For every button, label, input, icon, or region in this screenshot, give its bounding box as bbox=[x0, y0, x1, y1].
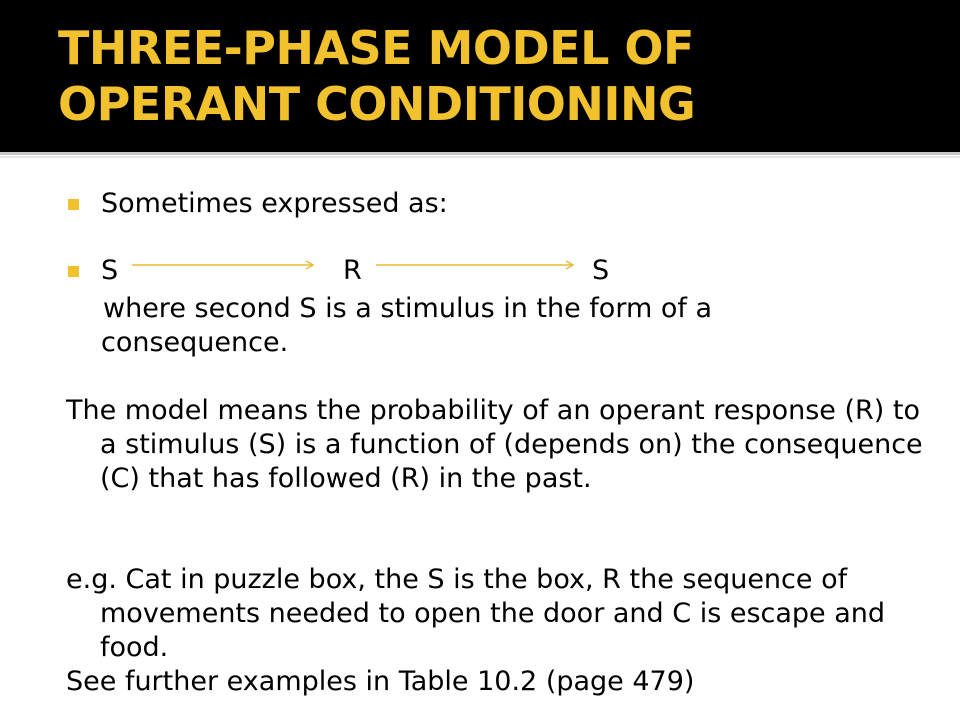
example-paragraph bbox=[66, 563, 926, 665]
bullet-marker bbox=[68, 266, 79, 277]
slide-title-line-1: THREE-PHASE MODEL OF bbox=[58, 21, 694, 75]
model-explanation bbox=[66, 394, 926, 496]
bullet-marker bbox=[68, 199, 79, 210]
example-text: e.g. Cat in puzzle box, the S is the box, R the sequence of movements needed to open the door and C is escape and food. bbox=[66, 564, 886, 663]
model-explanation-text: The model means the probability of an operant response (R) to a stimulus (S) is a function of (depends on) the consequence (C) that has followed (R) in the past. bbox=[66, 395, 923, 494]
further-examples-note: See further examples in Table 10.2 (page 479) bbox=[66, 666, 695, 697]
formula-s2: S bbox=[592, 255, 610, 286]
formula-arrow-1 bbox=[130, 258, 320, 272]
formula-note-line-1: where second S is a stimulus in the form of a bbox=[103, 293, 712, 324]
formula-note-line-2: consequence. bbox=[101, 327, 289, 358]
slide-title-line-2: OPERANT CONDITIONING bbox=[58, 77, 696, 131]
formula-arrow-2 bbox=[374, 258, 580, 272]
bullet-text: Sometimes expressed as: bbox=[101, 188, 448, 219]
formula-r: R bbox=[343, 255, 362, 286]
formula-s1: S bbox=[101, 255, 119, 286]
